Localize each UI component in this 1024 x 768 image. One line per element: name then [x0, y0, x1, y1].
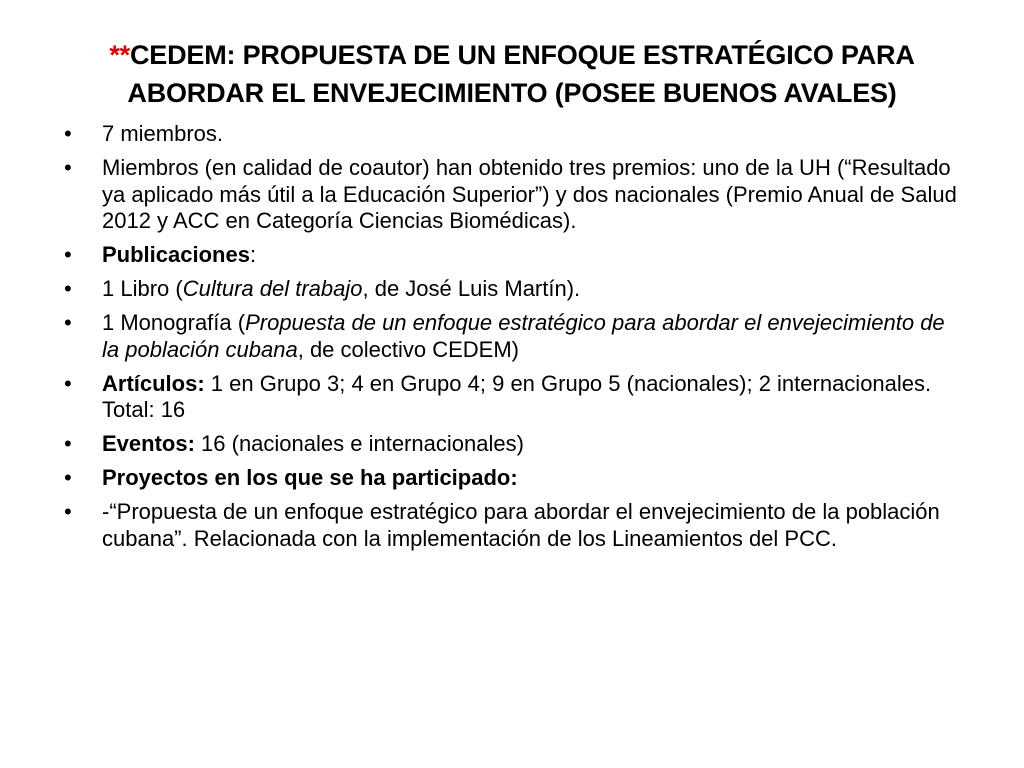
bullet-bold-label: Publicaciones [102, 242, 250, 267]
bullet-text: : [249, 242, 257, 267]
bullet-italic-title: Cultura del trabajo [182, 276, 363, 301]
slide-title [40, 36, 984, 112]
bullet-icon: • [64, 499, 72, 524]
bullet-bold-label: Artículos: [102, 370, 205, 396]
bullet-text-post: , de José Luis Martín). [362, 276, 581, 301]
bullet-text-post: , de colectivo CEDEM) [297, 336, 520, 362]
bullet-icon: • [64, 310, 72, 335]
bullet-item-articles [64, 371, 964, 424]
bullet-item-book [64, 276, 964, 303]
title-asterisks: ** [109, 40, 130, 70]
title-text: CEDEM: PROPUESTA DE UN ENFOQUE ESTRATÉGICO PARA ABORDAR EL ENVEJECIMIENTO (POSEE BUENOS AVALES) [127, 40, 915, 108]
bullet-text: 7 miembros. [102, 121, 224, 146]
bullet-bold-label: Proyectos en los que se ha participado: [102, 465, 518, 490]
bullet-item-events [64, 431, 964, 458]
bullet-text-pre: 1 Libro ( [102, 276, 183, 301]
bullet-list [64, 121, 964, 560]
bullet-icon: • [64, 155, 72, 180]
bullet-icon: • [64, 242, 72, 267]
bullet-item-awards [64, 155, 964, 235]
bullet-item-project-detail [64, 499, 964, 552]
bullet-text: 1 en Grupo 3; 4 en Grupo 4; 9 en Grupo 5 (nacionales); 2 internacionales. Total: 16 [102, 370, 932, 422]
bullet-bold-label: Eventos: [102, 431, 195, 456]
bullet-icon: • [64, 370, 72, 396]
bullet-item-members [64, 121, 964, 148]
bullet-item-projects [64, 465, 964, 492]
bullet-text: Miembros (en calidad de coautor) han obtenido tres premios: uno de la UH (“Resultado ya aplicado más útil a la Educación Superior”) y dos nacionales (Premio Anual de Salud 2012 y ACC en Categoría Ciencias Biomédicas). [102, 155, 957, 233]
bullet-icon: • [64, 276, 72, 301]
bullet-italic-title: Propuesta de un enfoque estratégico para abordar el envejecimiento de la población cubana [102, 310, 945, 362]
bullet-text-pre: 1 Monografía ( [102, 310, 246, 335]
bullet-item-monograph [64, 310, 964, 363]
bullet-text: 16 (nacionales e internacionales) [194, 431, 524, 456]
bullet-text: -“Propuesta de un enfoque estratégico para abordar el envejecimiento de la población cubana”. Relacionada con la implementación de los Lineamientos del PCC. [102, 499, 940, 551]
bullet-icon: • [64, 431, 72, 456]
bullet-item-publications [64, 242, 964, 269]
bullet-icon: • [64, 121, 72, 146]
bullet-icon: • [64, 465, 72, 490]
